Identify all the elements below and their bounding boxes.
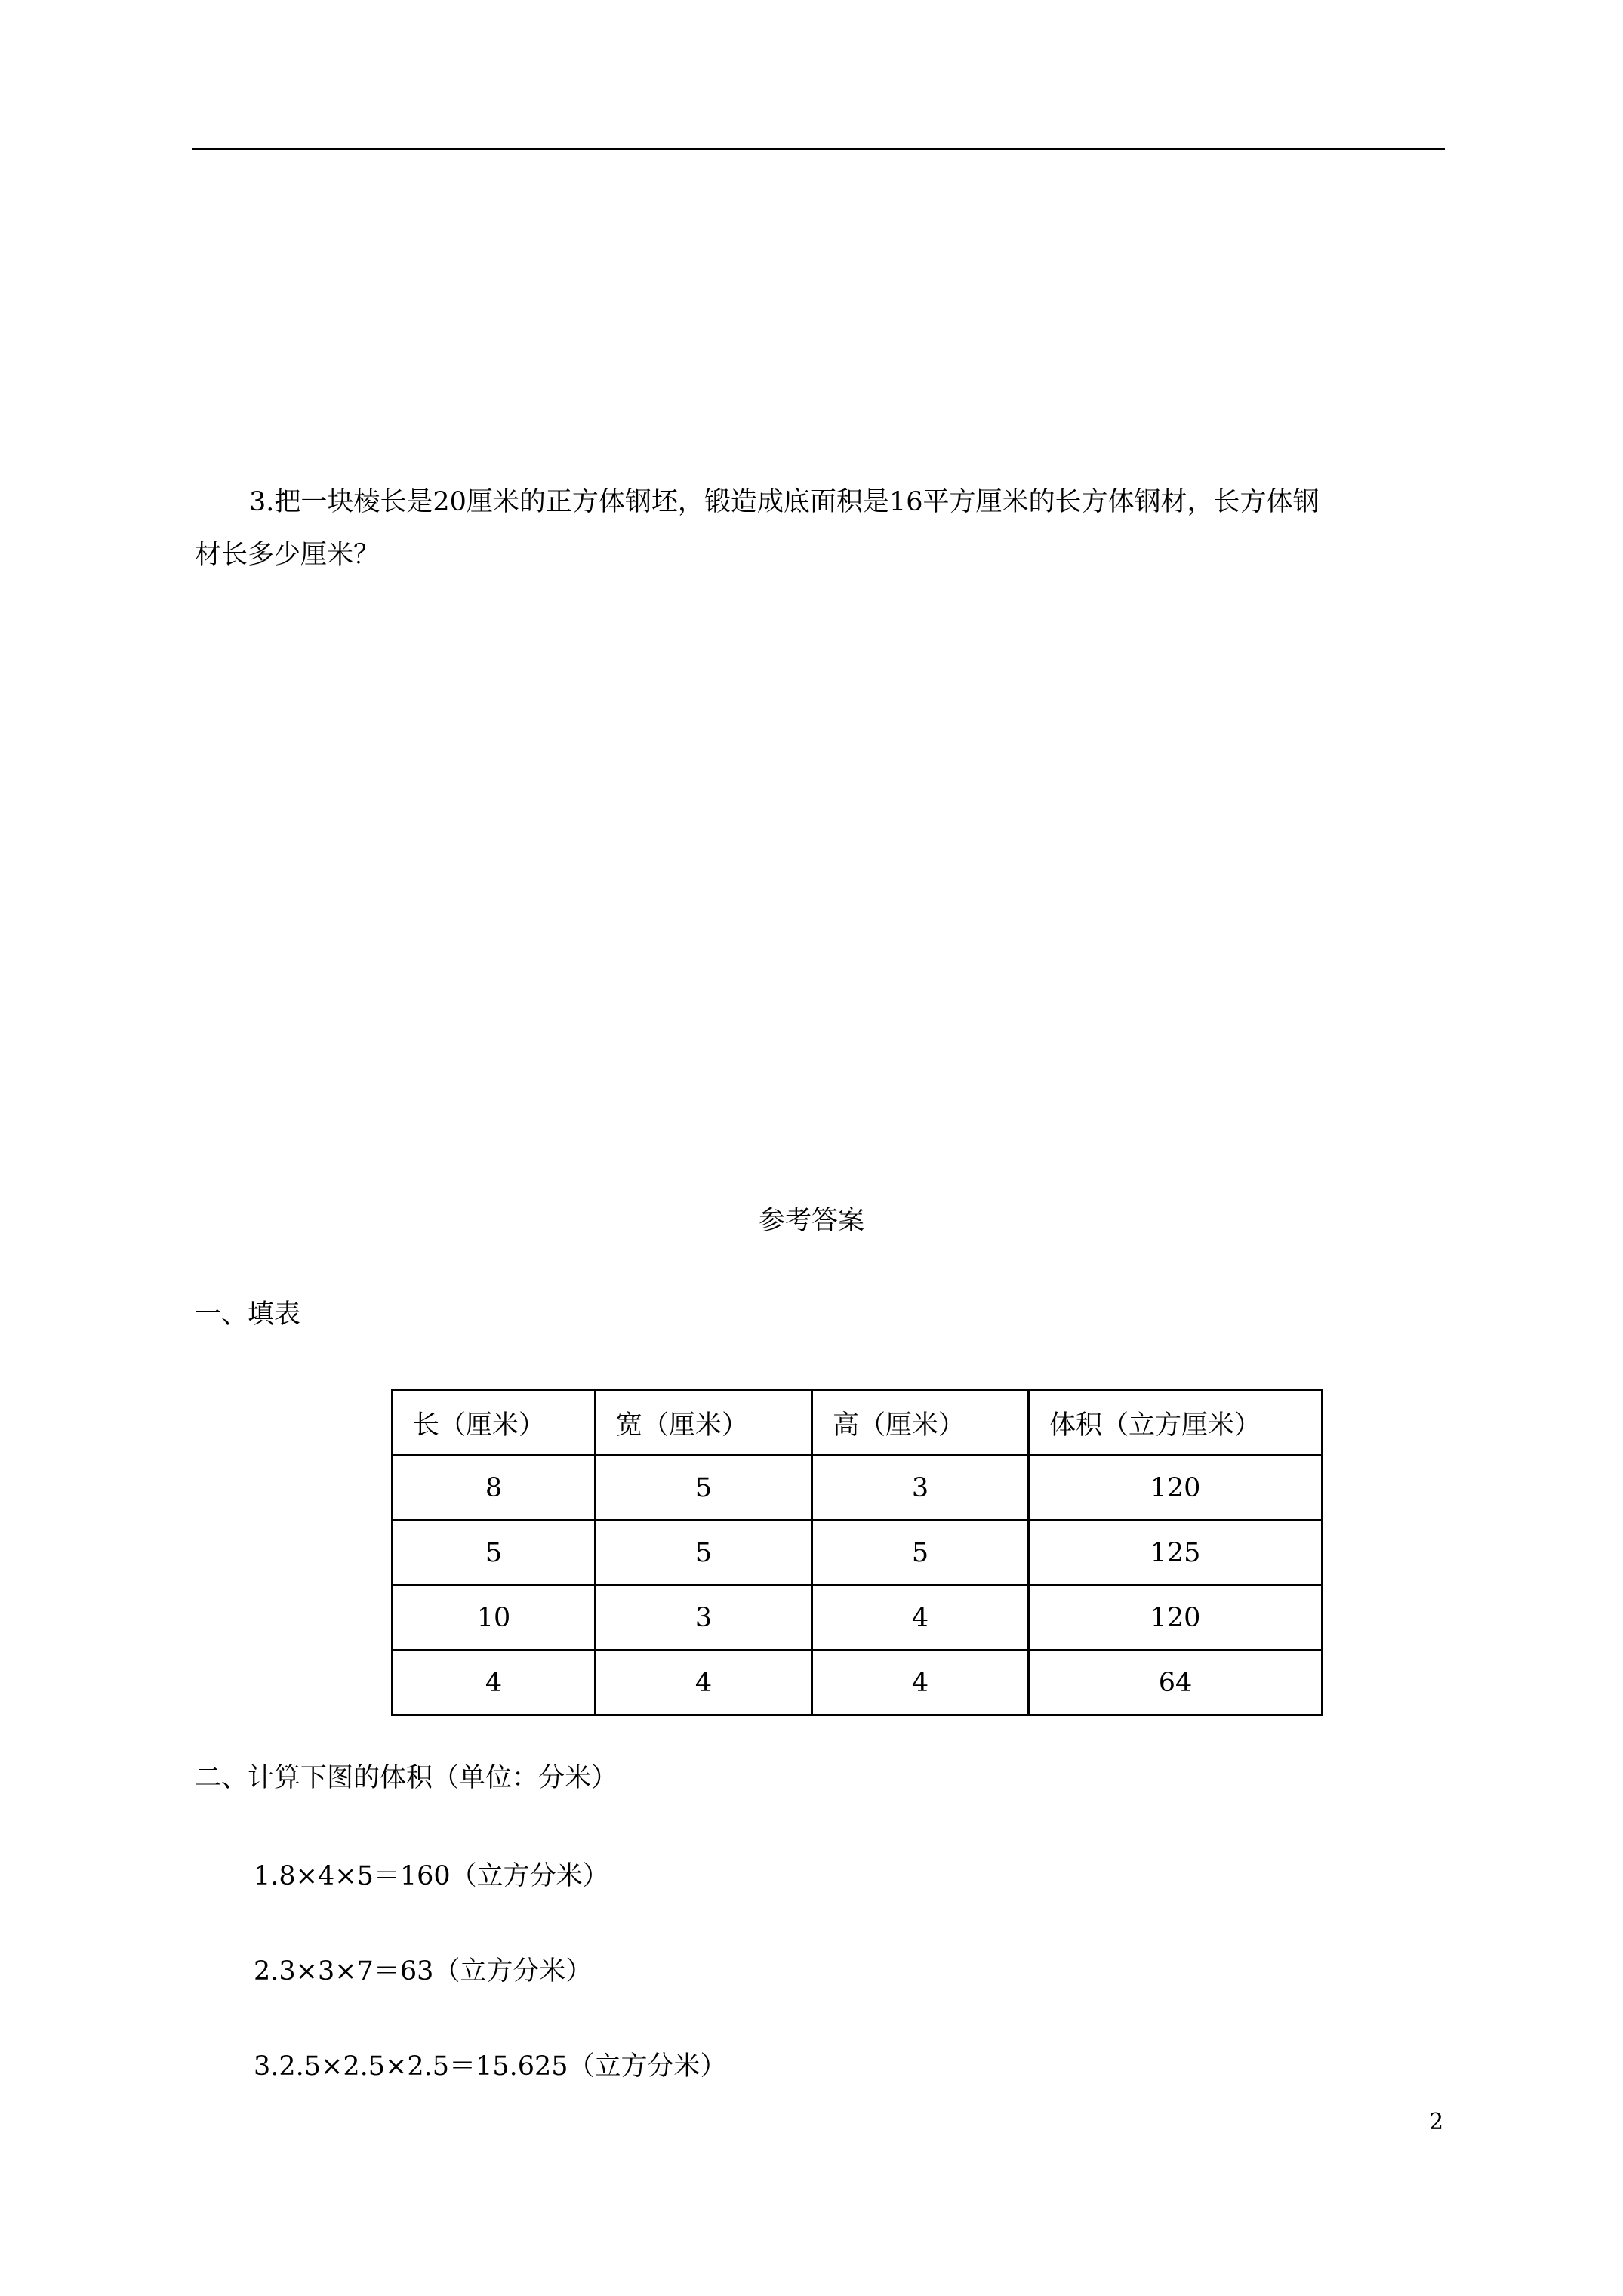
table-header-cell: 高（厘米） (812, 1391, 1029, 1456)
calculation-answer-3: 3.2.5×2.5×2.5＝15.625（立方分米） (254, 2051, 727, 2082)
table-cell: 8 (393, 1456, 596, 1521)
section-2-heading: 二、计算下图的体积（单位：分米） (195, 1763, 618, 1793)
table-cell: 4 (812, 1586, 1029, 1650)
table-cell: 5 (596, 1456, 812, 1521)
question-3-text-line-1: 3.把一块棱长是20厘米的正方体钢坯，锻造成底面积是16平方厘米的长方体钢材，长方体钢 (249, 487, 1320, 517)
section-1-heading: 一、填表 (195, 1299, 301, 1330)
calculation-answer-1: 1.8×4×5＝160（立方分米） (254, 1861, 609, 1891)
table-cell: 10 (393, 1586, 596, 1650)
table-header-cell: 体积（立方厘米） (1029, 1391, 1323, 1456)
table-cell: 4 (393, 1650, 596, 1715)
table-cell: 5 (393, 1521, 596, 1586)
table-header-row (393, 1391, 1323, 1456)
table-cell: 3 (812, 1456, 1029, 1521)
table-cell: 4 (596, 1650, 812, 1715)
table-header-cell: 宽（厘米） (596, 1391, 812, 1456)
table-cell: 64 (1029, 1650, 1323, 1715)
table-cell: 5 (596, 1521, 812, 1586)
table-cell: 120 (1029, 1586, 1323, 1650)
table-row (393, 1456, 1323, 1521)
table-cell: 3 (596, 1586, 812, 1650)
table-cell: 5 (812, 1521, 1029, 1586)
calculation-answer-2: 2.3×3×7＝63（立方分米） (254, 1956, 593, 1986)
answer-table (391, 1389, 1323, 1716)
table-row (393, 1521, 1323, 1586)
header-rule (192, 148, 1445, 150)
page-number: 2 (1429, 2109, 1444, 2135)
table-cell: 120 (1029, 1456, 1323, 1521)
table-row (393, 1586, 1323, 1650)
answer-key-title: 参考答案 (758, 1206, 864, 1236)
table-cell: 4 (812, 1650, 1029, 1715)
question-3-text-line-2: 材长多少厘米？ (195, 540, 380, 570)
table-header-cell: 长（厘米） (393, 1391, 596, 1456)
table-row (393, 1650, 1323, 1715)
table-cell: 125 (1029, 1521, 1323, 1586)
